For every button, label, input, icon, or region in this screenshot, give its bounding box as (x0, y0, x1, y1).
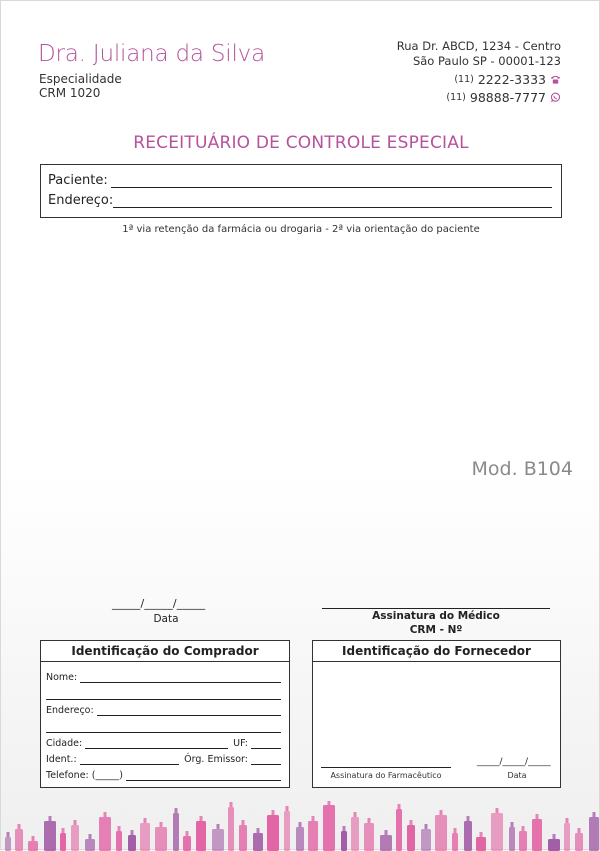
buyer-name-label: Nome: (46, 672, 78, 683)
bottle-body (341, 831, 347, 851)
buyer-name-line-2[interactable] (46, 689, 281, 700)
pharmacist-signature-line[interactable] (321, 767, 451, 768)
bottle-neck (566, 818, 569, 823)
bottle-neck (186, 831, 189, 836)
buyer-city-label: Cidade: (46, 738, 83, 749)
bottle-body (396, 809, 402, 851)
bottle-neck (454, 828, 457, 833)
phone1-number: 2222-3333 (477, 72, 546, 87)
supplier-date-label: Data (507, 771, 527, 780)
bottle-body (44, 821, 56, 851)
phone-landline (454, 72, 561, 87)
doctor-signature-line[interactable] (322, 608, 550, 609)
bottle-body (509, 827, 515, 851)
bottle-body (351, 817, 359, 851)
via-note: 1ª via retenção da farmácia ou drogaria - 2ª via orientação do paciente (122, 224, 480, 235)
bottle-body (435, 815, 447, 851)
bottle-body (128, 835, 136, 851)
form-title: RECEITUÁRIO DE CONTROLE ESPECIAL (133, 133, 469, 153)
supplier-box (312, 640, 561, 788)
bottle-neck (354, 812, 357, 817)
buyer-id-label: Ident.: (46, 754, 77, 765)
bottle-neck (89, 834, 92, 839)
bottle-body (380, 835, 392, 851)
buyer-uf-label: UF: (233, 738, 248, 749)
buyer-address-label: Endereço: (46, 705, 94, 716)
bottle-body (267, 815, 279, 851)
bottle-body (212, 829, 224, 851)
bottle-body (296, 827, 304, 851)
bottle-neck (343, 826, 346, 831)
patient-label: Paciente: (48, 173, 108, 188)
bottle-neck (242, 820, 245, 825)
bottle-body (239, 825, 247, 851)
supplier-date-blanks[interactable]: _____/_____/_____ (477, 757, 551, 767)
patient-address-field[interactable] (48, 193, 552, 208)
buyer-address-field[interactable] (46, 705, 281, 716)
bottle-body (564, 823, 570, 851)
buyer-id-line[interactable] (80, 754, 180, 765)
buyer-extra-line[interactable] (46, 689, 281, 700)
bottle-neck (200, 816, 203, 821)
phone1-ddd: (11) (454, 74, 474, 85)
address-line-1: Rua Dr. ABCD, 1234 - Centro (396, 39, 561, 53)
bottle-neck (230, 802, 233, 807)
bottle-neck (385, 830, 388, 835)
buyer-address-extra[interactable] (46, 722, 281, 733)
bottle-neck (328, 801, 331, 805)
bottle-body (71, 825, 79, 851)
bottle-neck (74, 820, 77, 825)
buyer-phone-field[interactable] (46, 770, 281, 781)
bottle-neck (511, 822, 514, 827)
patient-address-label: Endereço: (48, 193, 114, 208)
bottle-body (421, 829, 431, 851)
bottle-neck (118, 826, 121, 831)
bottle-neck (62, 828, 65, 833)
phone-whatsapp (446, 90, 561, 105)
bottle-neck (257, 828, 260, 833)
buyer-phone-label: Telefone: (_____) (46, 770, 123, 781)
bottle-neck (312, 816, 315, 821)
bottle-body (116, 831, 122, 851)
bottle-neck (425, 824, 428, 829)
supplier-title: Identificação do Fornecedor (313, 641, 560, 662)
bottle-body (464, 821, 472, 851)
bottle-neck (299, 822, 302, 827)
crm-number: CRM 1020 (39, 86, 101, 100)
bottle-body (452, 833, 458, 851)
bottle-neck (18, 824, 21, 829)
bottle-neck (131, 830, 134, 835)
bottle-neck (368, 818, 371, 823)
bottle-neck (496, 808, 499, 813)
buyer-name-line[interactable] (80, 672, 281, 683)
patient-line[interactable] (111, 174, 552, 188)
buyer-issuer-label: Órg. Emissor: (184, 754, 248, 765)
bottle-body (407, 825, 415, 851)
bottle-body (173, 813, 179, 851)
buyer-city-field[interactable] (46, 738, 281, 749)
bottle-neck (467, 816, 470, 821)
buyer-address-line[interactable] (97, 705, 281, 716)
patient-box (40, 164, 562, 218)
bottle-body (155, 827, 167, 851)
bottle-neck (398, 804, 401, 809)
bottle-neck (7, 832, 10, 837)
bottle-body (99, 817, 111, 851)
bottle-body (60, 833, 66, 851)
decorative-bottles (1, 801, 600, 851)
telephone-icon (550, 74, 561, 85)
bottle-body (532, 819, 542, 851)
buyer-box (40, 640, 290, 788)
buyer-phone-line[interactable] (126, 770, 281, 781)
bottle-body (253, 833, 263, 851)
bottle-body (364, 823, 374, 851)
bottle-body (548, 839, 560, 851)
bottle-body (491, 813, 503, 851)
bottle-neck (553, 834, 556, 839)
bottle-body (323, 805, 335, 851)
buyer-issuer-line[interactable] (251, 754, 281, 765)
bottle-body (476, 837, 486, 851)
bottle-body (140, 823, 150, 851)
bottle-body (228, 807, 234, 851)
date-blanks[interactable]: _____/_____/_____ (112, 597, 206, 610)
bottle-neck (440, 810, 443, 815)
buyer-address-line-2[interactable] (46, 722, 281, 733)
bottle-body (85, 839, 95, 851)
bottle-body (196, 821, 206, 851)
bottle-body (308, 821, 318, 851)
phone2-number: 98888-7777 (469, 90, 546, 105)
bottle-neck (410, 820, 413, 825)
bottle-neck (272, 810, 275, 815)
bottle-body (5, 837, 11, 851)
bottle-neck (49, 816, 52, 821)
bottle-neck (217, 824, 220, 829)
bottle-neck (578, 828, 581, 833)
patient-address-line[interactable] (113, 194, 552, 208)
bottle-neck (144, 818, 147, 823)
doctor-signature-label: Assinatura do Médico (372, 610, 500, 622)
bottle-neck (593, 812, 596, 817)
patient-field[interactable] (48, 173, 552, 188)
whatsapp-icon (550, 92, 561, 103)
bottle-body (519, 831, 527, 851)
bottle-neck (536, 814, 539, 819)
crm-label: CRM - Nº (409, 624, 463, 636)
bottle-neck (480, 832, 483, 837)
bottle-neck (286, 806, 289, 811)
bottle-body (589, 817, 599, 851)
pharmacist-signature-label: Assinatura do Farmacêutico (330, 771, 442, 780)
model-code: Mod. B104 (471, 458, 573, 480)
bottle-neck (104, 812, 107, 817)
buyer-title: Identificação do Comprador (41, 641, 289, 662)
buyer-city-line[interactable] (85, 738, 228, 749)
buyer-id-field[interactable] (46, 754, 281, 765)
bottle-body (15, 829, 23, 851)
bottle-body (284, 811, 290, 851)
bottle-neck (160, 822, 163, 827)
bottle-neck (32, 836, 35, 841)
doctor-name: Dra. Juliana da Silva (38, 41, 265, 67)
buyer-uf-line[interactable] (251, 738, 281, 749)
bottle-body (575, 833, 583, 851)
specialty: Especialidade (39, 72, 122, 86)
bottle-neck (175, 808, 178, 813)
phone2-ddd: (11) (446, 92, 466, 103)
address-line-2: São Paulo SP - 00001-123 (412, 54, 561, 68)
bottle-body (183, 836, 191, 851)
date-label: Data (153, 613, 179, 625)
buyer-name-field[interactable] (46, 672, 281, 683)
bottle-neck (522, 826, 525, 831)
